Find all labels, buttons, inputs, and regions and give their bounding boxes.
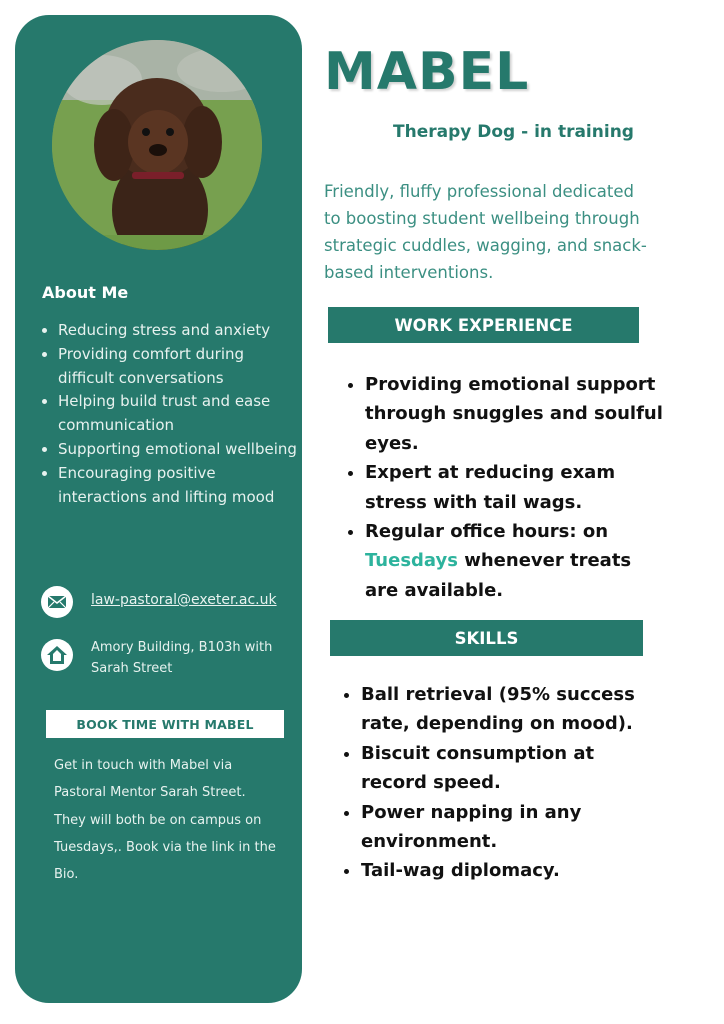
intro-text: Friendly, fluffy professional dedicated to boosting student wellbeing through strategic cuddles, wagging, and snack-based interventions. — [324, 182, 647, 282]
list-item: • Power napping in any environment. — [361, 798, 661, 857]
list-item: • Providing emotional support through snuggles and soulful eyes. — [365, 370, 670, 458]
list-item: • Tail-wag diplomacy. — [361, 856, 661, 885]
book-time-button[interactable]: BOOK TIME WITH MABEL — [46, 710, 284, 738]
page-title: MABEL — [324, 42, 530, 102]
skills-heading: SKILLS — [330, 620, 643, 656]
mail-icon — [41, 586, 73, 618]
office-hours-suffix: whenever treats are available. — [365, 550, 632, 601]
list-item: • Expert at reducing exam stress with tail wags. — [365, 458, 670, 517]
list-item: • Ball retrieval (95% success rate, depending on mood). — [361, 680, 661, 739]
skills-list — [341, 680, 661, 886]
home-icon — [41, 639, 73, 671]
book-info-text: Get in touch with Mabel via Pastoral Mentor Sarah Street. They will both be on campus on Tuesdays,. Book via the link in the Bio. — [54, 758, 276, 883]
sidebar — [15, 15, 302, 1003]
work-experience-list — [345, 370, 670, 605]
dog-photo — [52, 40, 262, 250]
list-item — [365, 517, 670, 605]
list-item: • Biscuit consumption at record speed. — [361, 739, 661, 798]
work-experience-heading: WORK EXPERIENCE — [328, 307, 639, 343]
list-item: • Helping build trust and ease communication — [58, 390, 303, 438]
list-item: • Supporting emotional wellbeing — [58, 438, 303, 462]
list-item: • Encouraging positive interactions and lifting mood — [58, 462, 303, 510]
office-hours-prefix: Regular office hours: on — [365, 521, 609, 543]
list-item: • Providing comfort during difficult conversations — [58, 343, 303, 391]
list-item: • Reducing stress and anxiety — [58, 319, 303, 343]
email-link[interactable]: law-pastoral@exeter.ac.uk — [91, 592, 277, 608]
subtitle: Therapy Dog - in training — [393, 122, 634, 142]
address: Amory Building, B103h with Sarah Street — [91, 640, 273, 676]
about-title: About Me — [42, 283, 129, 302]
about-list — [42, 319, 303, 509]
highlight-day: Tuesdays — [365, 550, 458, 572]
